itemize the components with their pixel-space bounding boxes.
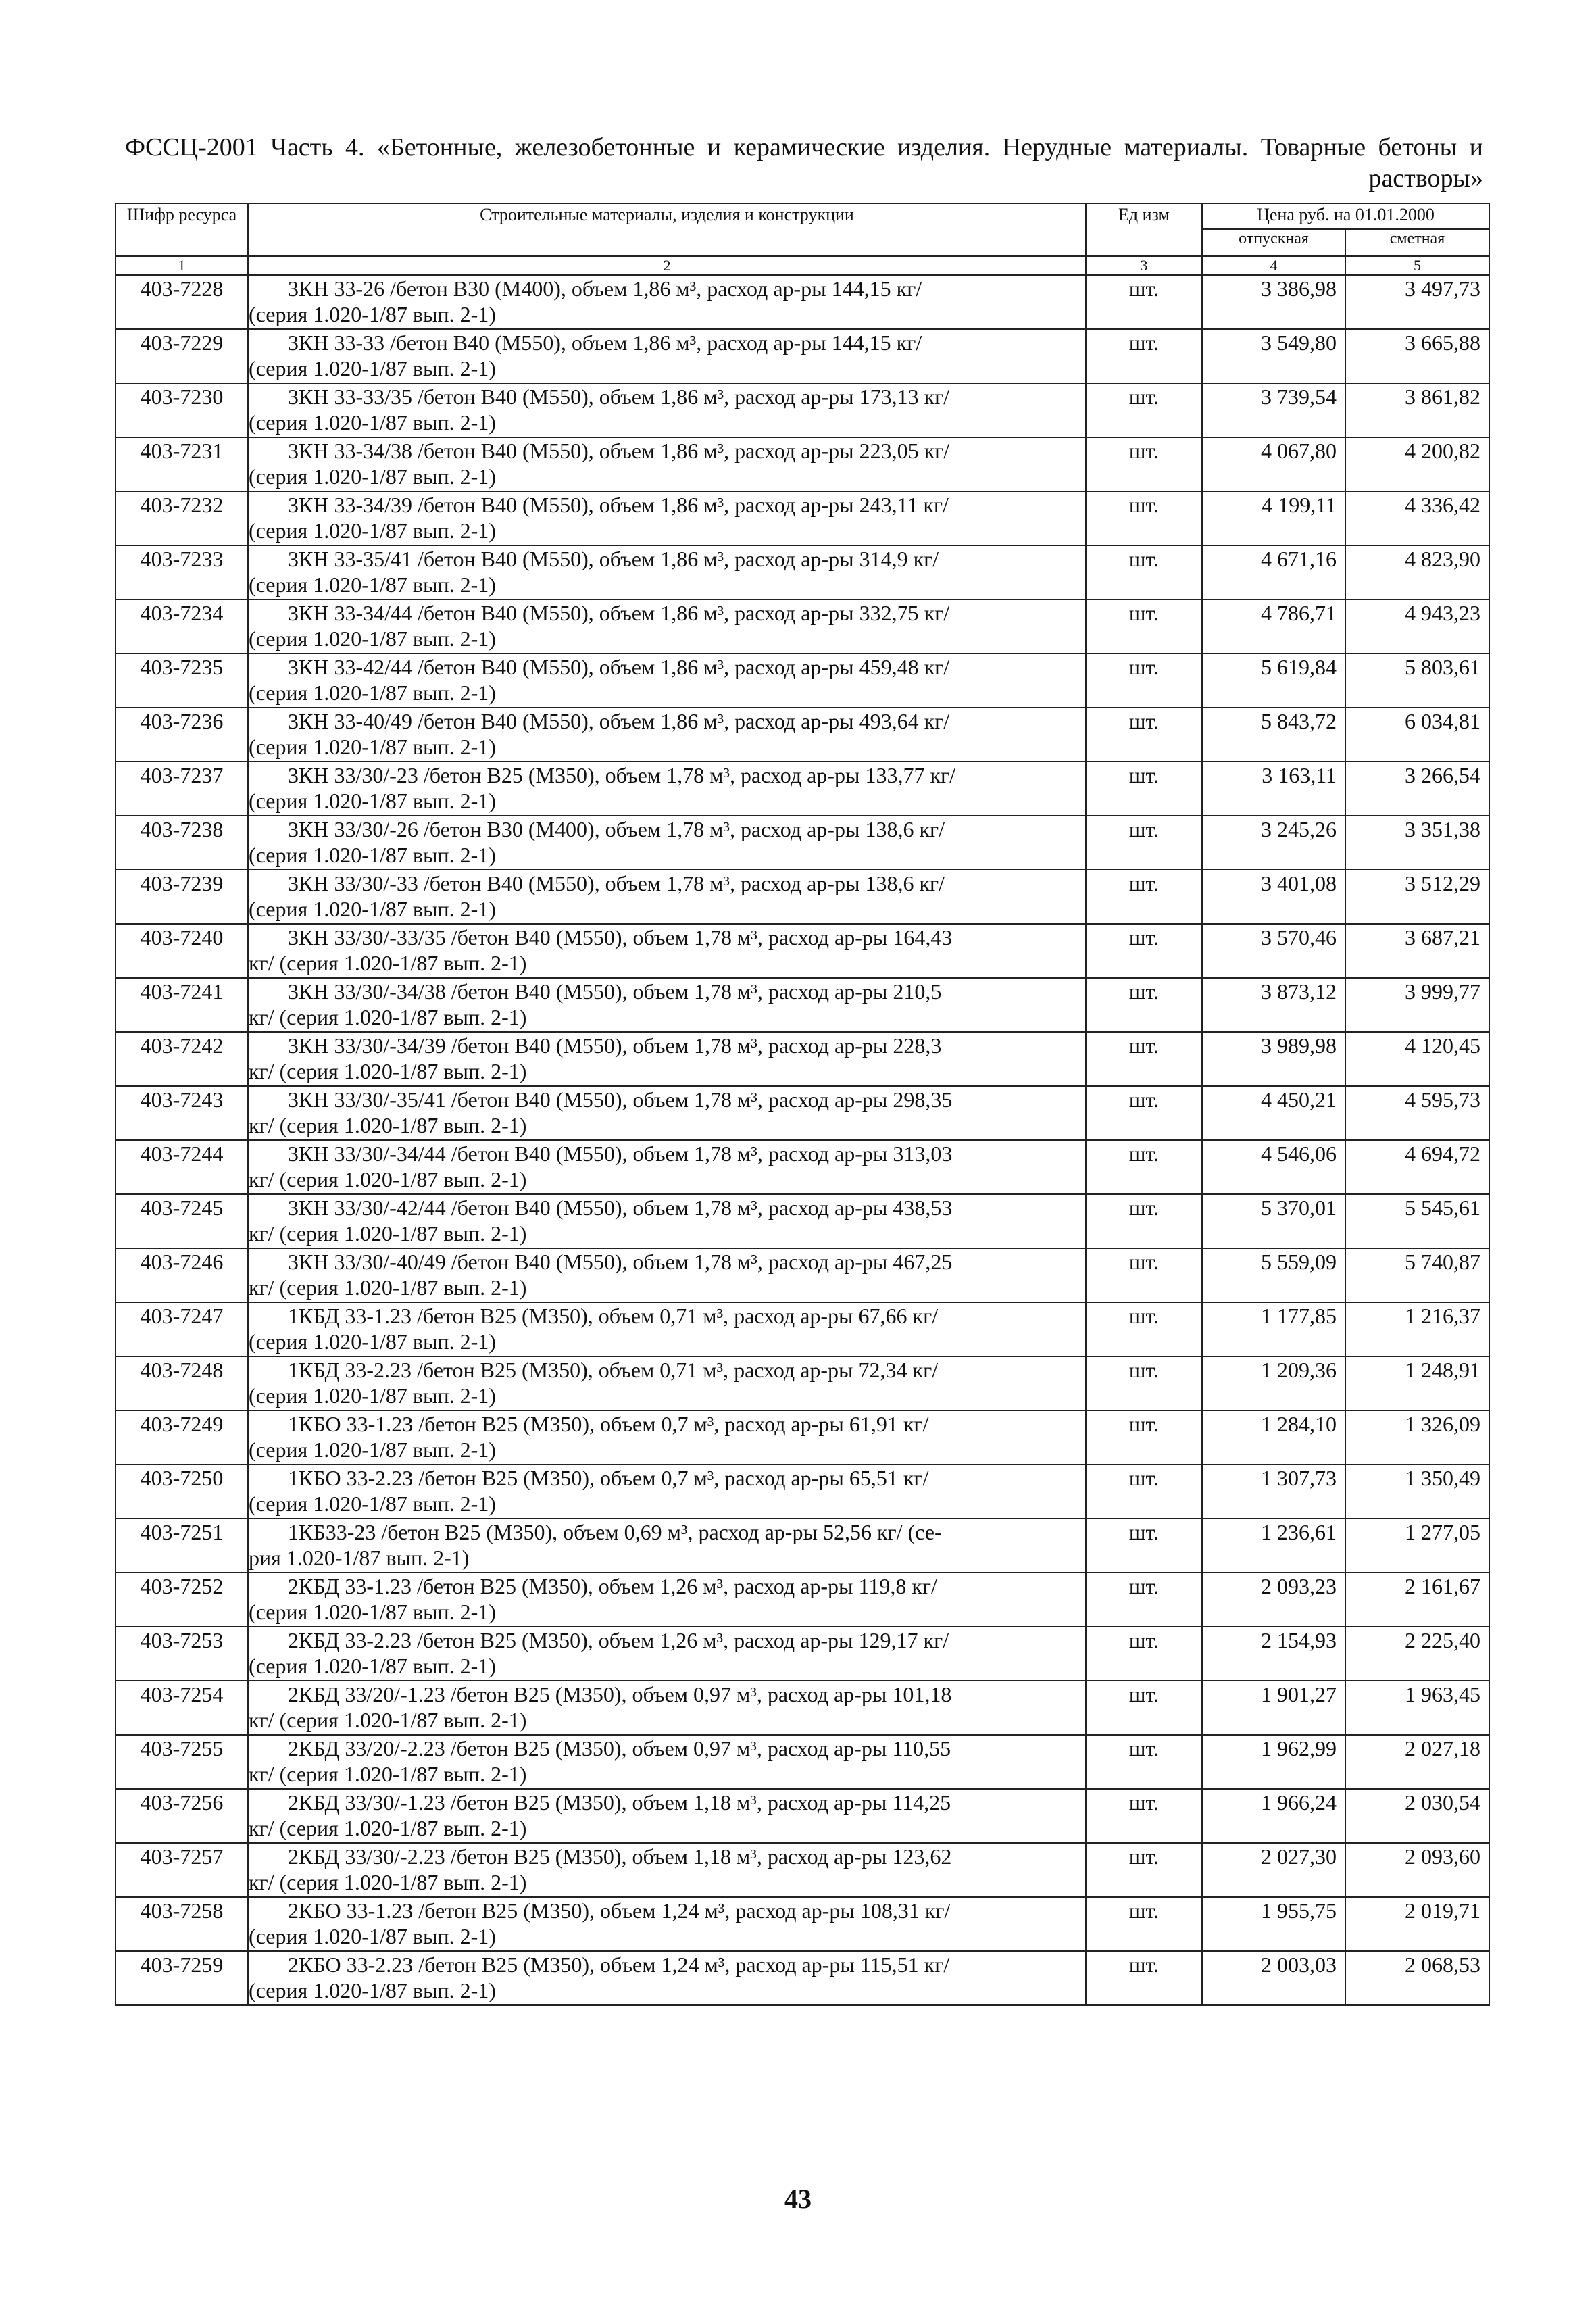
- description-line: 2КБО 33-1.23 /бетон В25 (М350), объем 1,24 м³, расход ар-ры 108,31 кг/: [288, 1898, 951, 1923]
- page-title: ФССЦ-2001 Часть 4. «Бетонные, железобетонные и керамические изделия. Нерудные материалы. Товарные бетоны и растворы»: [125, 133, 1483, 193]
- description-line: 3КН 33/30/-34/39 /бетон В40 (М550), объем 1,78 м³, расход ар-ры 228,3: [288, 1033, 942, 1058]
- table-row: [116, 1627, 1489, 1681]
- table-row: [116, 870, 1489, 924]
- unit: шт.: [1086, 1897, 1202, 1951]
- column-number: 5: [1345, 256, 1489, 275]
- material-description: [248, 1519, 1086, 1573]
- description-line: (серия 1.020-1/87 вып. 2-1): [249, 1437, 496, 1462]
- unit: шт.: [1086, 816, 1202, 870]
- unit: шт.: [1086, 870, 1202, 924]
- price-estimate: 5 740,87: [1345, 1248, 1489, 1302]
- material-description: [248, 816, 1086, 870]
- description-line: (серия 1.020-1/87 вып. 2-1): [249, 572, 496, 597]
- table-row: [116, 437, 1489, 491]
- material-description: [248, 491, 1086, 545]
- price-estimate: 6 034,81: [1345, 708, 1489, 762]
- description-line: рия 1.020-1/87 вып. 2-1): [249, 1546, 470, 1570]
- description-line: (серия 1.020-1/87 вып. 2-1): [249, 1924, 496, 1948]
- table-row: [116, 491, 1489, 545]
- unit: шт.: [1086, 275, 1202, 329]
- unit: шт.: [1086, 1086, 1202, 1140]
- description-line: кг/ (серия 1.020-1/87 вып. 2-1): [249, 1816, 527, 1840]
- price-estimate: 2 161,67: [1345, 1573, 1489, 1627]
- description-line: 3КН 33/30/-33 /бетон В40 (М550), объем 1,78 м³, расход ар-ры 138,6 кг/: [288, 871, 945, 895]
- material-description: [248, 924, 1086, 978]
- description-line: 3КН 33/30/-40/49 /бетон В40 (М550), объем 1,78 м³, расход ар-ры 467,25: [288, 1250, 953, 1274]
- price-release: 2 154,93: [1202, 1627, 1345, 1681]
- description-line: (серия 1.020-1/87 вып. 2-1): [249, 789, 496, 813]
- price-release: 5 619,84: [1202, 654, 1345, 708]
- description-line: 3КН 33-35/41 /бетон В40 (М550), объем 1,86 м³, расход ар-ры 314,9 кг/: [288, 547, 939, 571]
- material-description: [248, 1464, 1086, 1519]
- column-number: 3: [1086, 256, 1202, 275]
- unit: шт.: [1086, 978, 1202, 1032]
- price-release: 3 570,46: [1202, 924, 1345, 978]
- price-estimate: 1 248,91: [1345, 1356, 1489, 1410]
- price-release: 5 370,01: [1202, 1194, 1345, 1248]
- header-code: Шифр ресурса: [116, 203, 248, 256]
- price-estimate: 2 068,53: [1345, 1951, 1489, 2005]
- price-release: 3 989,98: [1202, 1032, 1345, 1086]
- unit: шт.: [1086, 1194, 1202, 1248]
- price-release: 1 236,61: [1202, 1519, 1345, 1573]
- description-line: 3КН 33-40/49 /бетон В40 (М550), объем 1,86 м³, расход ар-ры 493,64 кг/: [288, 709, 950, 733]
- price-release: 4 067,80: [1202, 437, 1345, 491]
- price-estimate: 2 027,18: [1345, 1735, 1489, 1789]
- description-line: 2КБД 33-2.23 /бетон В25 (М350), объем 1,26 м³, расход ар-ры 129,17 кг/: [288, 1628, 949, 1652]
- price-estimate: 1 216,37: [1345, 1302, 1489, 1356]
- description-line: 1КБД 33-1.23 /бетон В25 (М350), объем 0,71 м³, расход ар-ры 67,66 кг/: [288, 1304, 939, 1328]
- description-line: (серия 1.020-1/87 вып. 2-1): [249, 1654, 496, 1678]
- price-release: 3 401,08: [1202, 870, 1345, 924]
- header-unit: Ед изм: [1086, 203, 1202, 256]
- description-line: (серия 1.020-1/87 вып. 2-1): [249, 681, 496, 705]
- price-release: 4 546,06: [1202, 1140, 1345, 1194]
- description-line: (серия 1.020-1/87 вып. 2-1): [249, 356, 496, 380]
- material-description: [248, 1032, 1086, 1086]
- description-line: (серия 1.020-1/87 вып. 2-1): [249, 1492, 496, 1516]
- table-row: [116, 816, 1489, 870]
- table-row: [116, 1356, 1489, 1410]
- resource-code: 403-7259: [116, 1951, 248, 2005]
- table-row: [116, 924, 1489, 978]
- price-estimate: 1 326,09: [1345, 1410, 1489, 1464]
- price-release: 5 559,09: [1202, 1248, 1345, 1302]
- material-description: [248, 1627, 1086, 1681]
- description-line: 3КН 33-34/44 /бетон В40 (М550), объем 1,86 м³, расход ар-ры 332,75 кг/: [288, 601, 950, 625]
- description-line: (серия 1.020-1/87 вып. 2-1): [249, 897, 496, 921]
- price-release: 2 003,03: [1202, 1951, 1345, 2005]
- description-line: (серия 1.020-1/87 вып. 2-1): [249, 518, 496, 543]
- description-line: 3КН 33-42/44 /бетон В40 (М550), объем 1,86 м³, расход ар-ры 459,48 кг/: [288, 655, 950, 679]
- price-estimate: 2 093,60: [1345, 1843, 1489, 1897]
- price-estimate: 1 350,49: [1345, 1464, 1489, 1519]
- table-row: [116, 599, 1489, 654]
- description-line: 3КН 33-33 /бетон В40 (М550), объем 1,86 м³, расход ар-ры 144,15 кг/: [288, 330, 922, 355]
- description-line: 1КБ33-23 /бетон В25 (М350), объем 0,69 м³, расход ар-ры 52,56 кг/ (се-: [288, 1520, 942, 1544]
- material-description: [248, 1951, 1086, 2005]
- price-estimate: 5 803,61: [1345, 654, 1489, 708]
- description-line: 2КБД 33-1.23 /бетон В25 (М350), объем 1,26 м³, расход ар-ры 119,8 кг/: [288, 1574, 937, 1598]
- description-line: (серия 1.020-1/87 вып. 2-1): [249, 1978, 496, 2002]
- description-line: 3КН 33-33/35 /бетон В40 (М550), объем 1,86 м³, расход ар-ры 173,13 кг/: [288, 385, 950, 409]
- description-line: 3КН 33/30/-33/35 /бетон В40 (М550), объем 1,78 м³, расход ар-ры 164,43: [288, 925, 953, 950]
- column-number: 4: [1202, 256, 1345, 275]
- resource-code: 403-7239: [116, 870, 248, 924]
- description-line: (серия 1.020-1/87 вып. 2-1): [249, 1329, 496, 1354]
- unit: шт.: [1086, 1951, 1202, 2005]
- price-estimate: 3 999,77: [1345, 978, 1489, 1032]
- material-description: [248, 1248, 1086, 1302]
- price-release: 1 284,10: [1202, 1410, 1345, 1464]
- material-description: [248, 1086, 1086, 1140]
- price-estimate: 3 497,73: [1345, 275, 1489, 329]
- page-number: 43: [784, 2184, 812, 2214]
- resource-code: 403-7235: [116, 654, 248, 708]
- unit: шт.: [1086, 1735, 1202, 1789]
- description-line: 3КН 33-34/38 /бетон В40 (М550), объем 1,86 м³, расход ар-ры 223,05 кг/: [288, 439, 950, 463]
- description-line: 3КН 33/30/-26 /бетон В30 (М400), объем 1,78 м³, расход ар-ры 138,6 кг/: [288, 817, 945, 841]
- material-description: [248, 978, 1086, 1032]
- unit: шт.: [1086, 1356, 1202, 1410]
- price-estimate: 3 687,21: [1345, 924, 1489, 978]
- description-line: 3КН 33-34/39 /бетон В40 (М550), объем 1,86 м³, расход ар-ры 243,11 кг/: [288, 493, 949, 517]
- resource-code: 403-7249: [116, 1410, 248, 1464]
- unit: шт.: [1086, 924, 1202, 978]
- table-row: [116, 1086, 1489, 1140]
- header-price-estimate: сметная: [1345, 229, 1489, 256]
- unit: шт.: [1086, 1519, 1202, 1573]
- resource-code: 403-7236: [116, 708, 248, 762]
- price-release: 5 843,72: [1202, 708, 1345, 762]
- unit: шт.: [1086, 762, 1202, 816]
- resource-code: 403-7230: [116, 383, 248, 437]
- material-description: [248, 1897, 1086, 1951]
- unit: шт.: [1086, 383, 1202, 437]
- description-line: кг/ (серия 1.020-1/87 вып. 2-1): [249, 1221, 527, 1246]
- price-estimate: 1 963,45: [1345, 1681, 1489, 1735]
- table-row: [116, 329, 1489, 383]
- resource-code: 403-7251: [116, 1519, 248, 1573]
- material-description: [248, 1302, 1086, 1356]
- description-line: (серия 1.020-1/87 вып. 2-1): [249, 1600, 496, 1624]
- material-description: [248, 762, 1086, 816]
- resource-code: 403-7247: [116, 1302, 248, 1356]
- table-row: [116, 1681, 1489, 1735]
- table-row: [116, 1032, 1489, 1086]
- resource-code: 403-7245: [116, 1194, 248, 1248]
- resource-code: 403-7248: [116, 1356, 248, 1410]
- table-row: [116, 1302, 1489, 1356]
- description-line: (серия 1.020-1/87 вып. 2-1): [249, 410, 496, 435]
- unit: шт.: [1086, 1032, 1202, 1086]
- description-line: 3КН 33/30/-34/44 /бетон В40 (М550), объем 1,78 м³, расход ар-ры 313,03: [288, 1141, 953, 1166]
- table-body: [116, 275, 1489, 2005]
- table-row: [116, 1248, 1489, 1302]
- resource-code: 403-7252: [116, 1573, 248, 1627]
- price-release: 3 873,12: [1202, 978, 1345, 1032]
- column-number: 1: [116, 256, 248, 275]
- resource-code: 403-7250: [116, 1464, 248, 1519]
- table-row: [116, 1519, 1489, 1573]
- unit: шт.: [1086, 654, 1202, 708]
- resource-code: 403-7228: [116, 275, 248, 329]
- description-line: 1КБД 33-2.23 /бетон В25 (М350), объем 0,71 м³, расход ар-ры 72,34 кг/: [288, 1358, 939, 1382]
- unit: шт.: [1086, 1573, 1202, 1627]
- description-line: кг/ (серия 1.020-1/87 вып. 2-1): [249, 1708, 527, 1732]
- price-estimate: 4 200,82: [1345, 437, 1489, 491]
- resource-code: 403-7258: [116, 1897, 248, 1951]
- description-line: 2КБД 33/30/-2.23 /бетон В25 (М350), объем 1,18 м³, расход ар-ры 123,62: [288, 1844, 952, 1869]
- description-line: 3КН 33-26 /бетон В30 (М400), объем 1,86 м³, расход ар-ры 144,15 кг/: [288, 276, 922, 301]
- table-row: [116, 1194, 1489, 1248]
- resource-code: 403-7254: [116, 1681, 248, 1735]
- description-line: 3КН 33/30/-42/44 /бетон В40 (М550), объем 1,78 м³, расход ар-ры 438,53: [288, 1196, 953, 1220]
- price-release: 3 245,26: [1202, 816, 1345, 870]
- unit: шт.: [1086, 1410, 1202, 1464]
- price-estimate: 2 225,40: [1345, 1627, 1489, 1681]
- resource-code: 403-7229: [116, 329, 248, 383]
- price-release: 2 027,30: [1202, 1843, 1345, 1897]
- material-description: [248, 654, 1086, 708]
- material-description: [248, 545, 1086, 599]
- material-description: [248, 275, 1086, 329]
- unit: шт.: [1086, 545, 1202, 599]
- description-line: (серия 1.020-1/87 вып. 2-1): [249, 843, 496, 867]
- header-price-release: отпускная: [1202, 229, 1345, 256]
- price-estimate: 4 823,90: [1345, 545, 1489, 599]
- material-description: [248, 1356, 1086, 1410]
- description-line: кг/ (серия 1.020-1/87 вып. 2-1): [249, 1059, 527, 1083]
- price-estimate: 4 336,42: [1345, 491, 1489, 545]
- resource-code: 403-7233: [116, 545, 248, 599]
- price-release: 1 901,27: [1202, 1681, 1345, 1735]
- material-description: [248, 1843, 1086, 1897]
- resource-code: 403-7246: [116, 1248, 248, 1302]
- unit: шт.: [1086, 708, 1202, 762]
- unit: шт.: [1086, 1789, 1202, 1843]
- column-number: 2: [248, 256, 1086, 275]
- description-line: 3КН 33/30/-35/41 /бетон В40 (М550), объем 1,78 м³, расход ар-ры 298,35: [288, 1087, 953, 1112]
- price-release: 3 549,80: [1202, 329, 1345, 383]
- unit: шт.: [1086, 1140, 1202, 1194]
- table-row: [116, 545, 1489, 599]
- price-release: 1 955,75: [1202, 1897, 1345, 1951]
- material-description: [248, 1789, 1086, 1843]
- resource-code: 403-7234: [116, 599, 248, 654]
- material-description: [248, 1681, 1086, 1735]
- table-row: [116, 1897, 1489, 1951]
- resource-code: 403-7244: [116, 1140, 248, 1194]
- resource-code: 403-7256: [116, 1789, 248, 1843]
- unit: шт.: [1086, 1302, 1202, 1356]
- price-estimate: 3 861,82: [1345, 383, 1489, 437]
- price-estimate: 4 595,73: [1345, 1086, 1489, 1140]
- column-number-row: [116, 256, 1489, 275]
- table-row: [116, 1573, 1489, 1627]
- price-estimate: 1 277,05: [1345, 1519, 1489, 1573]
- unit: шт.: [1086, 599, 1202, 654]
- material-description: [248, 1573, 1086, 1627]
- description-line: 1КБО 33-2.23 /бетон В25 (М350), объем 0,7 м³, расход ар-ры 65,51 кг/: [288, 1466, 929, 1490]
- resource-code: 403-7243: [116, 1086, 248, 1140]
- table-row: [116, 654, 1489, 708]
- unit: шт.: [1086, 1464, 1202, 1519]
- table-row: [116, 1843, 1489, 1897]
- price-estimate: 4 943,23: [1345, 599, 1489, 654]
- price-estimate: 2 030,54: [1345, 1789, 1489, 1843]
- table-row: [116, 1789, 1489, 1843]
- price-release: 2 093,23: [1202, 1573, 1345, 1627]
- unit: шт.: [1086, 1248, 1202, 1302]
- resource-code: 403-7237: [116, 762, 248, 816]
- price-release: 1 209,36: [1202, 1356, 1345, 1410]
- description-line: (серия 1.020-1/87 вып. 2-1): [249, 464, 496, 489]
- table-row: [116, 762, 1489, 816]
- description-line: (серия 1.020-1/87 вып. 2-1): [249, 626, 496, 651]
- resource-code: 403-7241: [116, 978, 248, 1032]
- resource-code: 403-7255: [116, 1735, 248, 1789]
- description-line: кг/ (серия 1.020-1/87 вып. 2-1): [249, 1870, 527, 1894]
- header-name: Строительные материалы, изделия и конструкции: [248, 203, 1086, 256]
- unit: шт.: [1086, 1627, 1202, 1681]
- resource-code: 403-7253: [116, 1627, 248, 1681]
- unit: шт.: [1086, 1681, 1202, 1735]
- price-release: 4 786,71: [1202, 599, 1345, 654]
- price-estimate: 5 545,61: [1345, 1194, 1489, 1248]
- material-description: [248, 1735, 1086, 1789]
- description-line: (серия 1.020-1/87 вып. 2-1): [249, 1383, 496, 1408]
- price-estimate: 4 694,72: [1345, 1140, 1489, 1194]
- description-line: (серия 1.020-1/87 вып. 2-1): [249, 302, 496, 326]
- table-row: [116, 1464, 1489, 1519]
- material-description: [248, 1140, 1086, 1194]
- price-estimate: 3 266,54: [1345, 762, 1489, 816]
- price-estimate: 3 351,38: [1345, 816, 1489, 870]
- price-release: 1 966,24: [1202, 1789, 1345, 1843]
- material-description: [248, 870, 1086, 924]
- resource-code: 403-7242: [116, 1032, 248, 1086]
- description-line: 2КБД 33/20/-1.23 /бетон В25 (М350), объем 0,97 м³, расход ар-ры 101,18: [288, 1682, 952, 1706]
- resource-code: 403-7231: [116, 437, 248, 491]
- description-line: кг/ (серия 1.020-1/87 вып. 2-1): [249, 1005, 527, 1029]
- resource-code: 403-7238: [116, 816, 248, 870]
- table-row: [116, 978, 1489, 1032]
- material-description: [248, 329, 1086, 383]
- description-line: (серия 1.020-1/87 вып. 2-1): [249, 735, 496, 759]
- description-line: кг/ (серия 1.020-1/87 вып. 2-1): [249, 1762, 527, 1786]
- table-row: [116, 383, 1489, 437]
- table-row: [116, 1410, 1489, 1464]
- price-table: [115, 203, 1490, 2006]
- unit: шт.: [1086, 491, 1202, 545]
- price-estimate: 3 512,29: [1345, 870, 1489, 924]
- description-line: 2КБД 33/20/-2.23 /бетон В25 (М350), объем 0,97 м³, расход ар-ры 110,55: [288, 1736, 951, 1761]
- price-release: 4 671,16: [1202, 545, 1345, 599]
- description-line: 2КБД 33/30/-1.23 /бетон В25 (М350), объем 1,18 м³, расход ар-ры 114,25: [288, 1790, 951, 1815]
- price-estimate: 4 120,45: [1345, 1032, 1489, 1086]
- description-line: кг/ (серия 1.020-1/87 вып. 2-1): [249, 951, 527, 975]
- price-estimate: 3 665,88: [1345, 329, 1489, 383]
- price-release: 3 739,54: [1202, 383, 1345, 437]
- unit: шт.: [1086, 437, 1202, 491]
- unit: шт.: [1086, 329, 1202, 383]
- table-row: [116, 1735, 1489, 1789]
- price-release: 1 177,85: [1202, 1302, 1345, 1356]
- material-description: [248, 383, 1086, 437]
- material-description: [248, 1194, 1086, 1248]
- table-row: [116, 1951, 1489, 2005]
- table-row: [116, 275, 1489, 329]
- price-release: 3 163,11: [1202, 762, 1345, 816]
- material-description: [248, 708, 1086, 762]
- price-release: 1 962,99: [1202, 1735, 1345, 1789]
- material-description: [248, 437, 1086, 491]
- description-line: кг/ (серия 1.020-1/87 вып. 2-1): [249, 1167, 527, 1191]
- description-line: 1КБО 33-1.23 /бетон В25 (М350), объем 0,7 м³, расход ар-ры 61,91 кг/: [288, 1412, 929, 1436]
- header-price-group: Цена руб. на 01.01.2000: [1202, 203, 1489, 229]
- price-estimate: 2 019,71: [1345, 1897, 1489, 1951]
- table-row: [116, 1140, 1489, 1194]
- material-description: [248, 1410, 1086, 1464]
- resource-code: 403-7240: [116, 924, 248, 978]
- resource-code: 403-7232: [116, 491, 248, 545]
- price-release: 4 450,21: [1202, 1086, 1345, 1140]
- price-release: 1 307,73: [1202, 1464, 1345, 1519]
- material-description: [248, 599, 1086, 654]
- resource-code: 403-7257: [116, 1843, 248, 1897]
- price-release: 4 199,11: [1202, 491, 1345, 545]
- description-line: 2КБО 33-2.23 /бетон В25 (М350), объем 1,24 м³, расход ар-ры 115,51 кг/: [288, 1952, 950, 1977]
- description-line: 3КН 33/30/-23 /бетон В25 (М350), объем 1,78 м³, расход ар-ры 133,77 кг/: [288, 763, 956, 787]
- price-release: 3 386,98: [1202, 275, 1345, 329]
- description-line: кг/ (серия 1.020-1/87 вып. 2-1): [249, 1113, 527, 1137]
- unit: шт.: [1086, 1843, 1202, 1897]
- description-line: 3КН 33/30/-34/38 /бетон В40 (М550), объем 1,78 м³, расход ар-ры 210,5: [288, 979, 942, 1004]
- table-row: [116, 708, 1489, 762]
- description-line: кг/ (серия 1.020-1/87 вып. 2-1): [249, 1275, 527, 1300]
